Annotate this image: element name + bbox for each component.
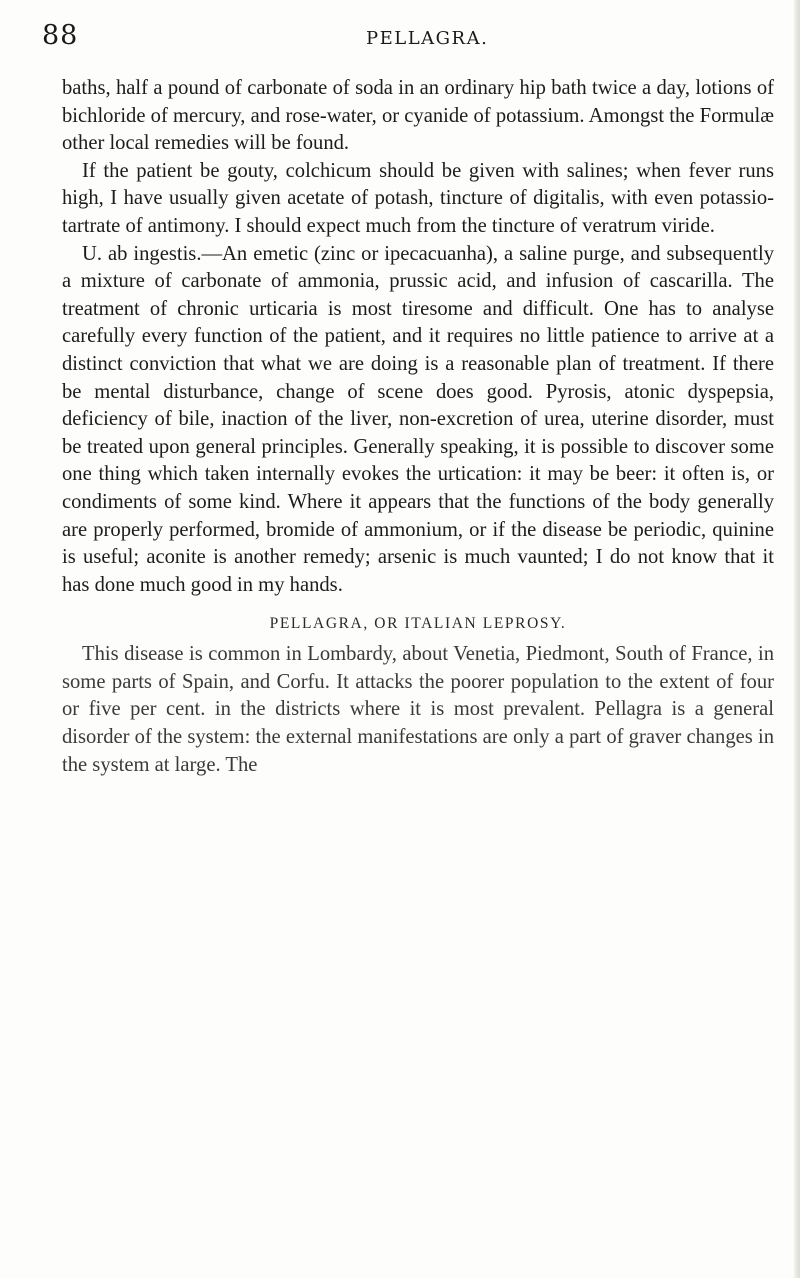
section-heading-pellagra: PELLAGRA, OR ITALIAN LEPROSY.	[269, 615, 567, 633]
paragraph-gouty-patient: If the patient be gouty, colchicum should be given with salines; when fever runs high, I have usually given acetate of potash, tincture of digitalis, with even potassio-tartrate of antimony. I should expect much from the tincture of veratrum viride.	[62, 159, 774, 237]
paragraph-baths: baths, half a pound of carbonate of soda in an ordinary hip bath twice a day, lotions of bichloride of mercury, and rose-water, or cyanide of potassium. Amongst the Formulæ other local remedies will be found.	[62, 77, 774, 155]
body-text	[62, 75, 774, 779]
paragraph-pellagra: This disease is common in Lombardy, about Venetia, Piedmont, South of France, in some parts of Spain, and Corfu. It attacks the poorer population to the extent of four or five per cent. in the districts where it is most prevalent. Pellagra is a general disorder of the system: the external manifestations are only a part of graver changes in the system at large. The	[62, 643, 774, 776]
paragraph-ab-ingestis: U. ab ingestis.—An emetic (zinc or ipecacuanha), a saline purge, and subsequently a mixture of carbonate of ammonia, prussic acid, and infusion of cascarilla. The treatment of chronic urticaria is most tiresome and difficult. One has to analyse carefully every function of the patient, and it requires no little patience to arrive at a distinct conviction that what we are doing is a reasonable plan of treatment. If there be mental disturbance, change of scene does good. Pyrosis, atonic dyspepsia, deficiency of bile, inaction of the liver, non-excretion of urea, uterine disorder, must be treated upon general principles. Generally speaking, it is possible to discover some one thing which taken internally evokes the urtication: it may be beer: it often is, or condiments of some kind. Where it appears that the functions of the body generally are properly performed, bromide of ammonium, or if the disease be periodic, quinine is useful; aconite is another remedy; arsenic is much vaunted; I do not know that it has done much good in my hands.	[62, 242, 774, 596]
running-head	[42, 20, 762, 60]
page-number: 88	[42, 20, 79, 51]
running-title: PELLAGRA.	[366, 28, 489, 49]
page-edge	[794, 0, 800, 1278]
